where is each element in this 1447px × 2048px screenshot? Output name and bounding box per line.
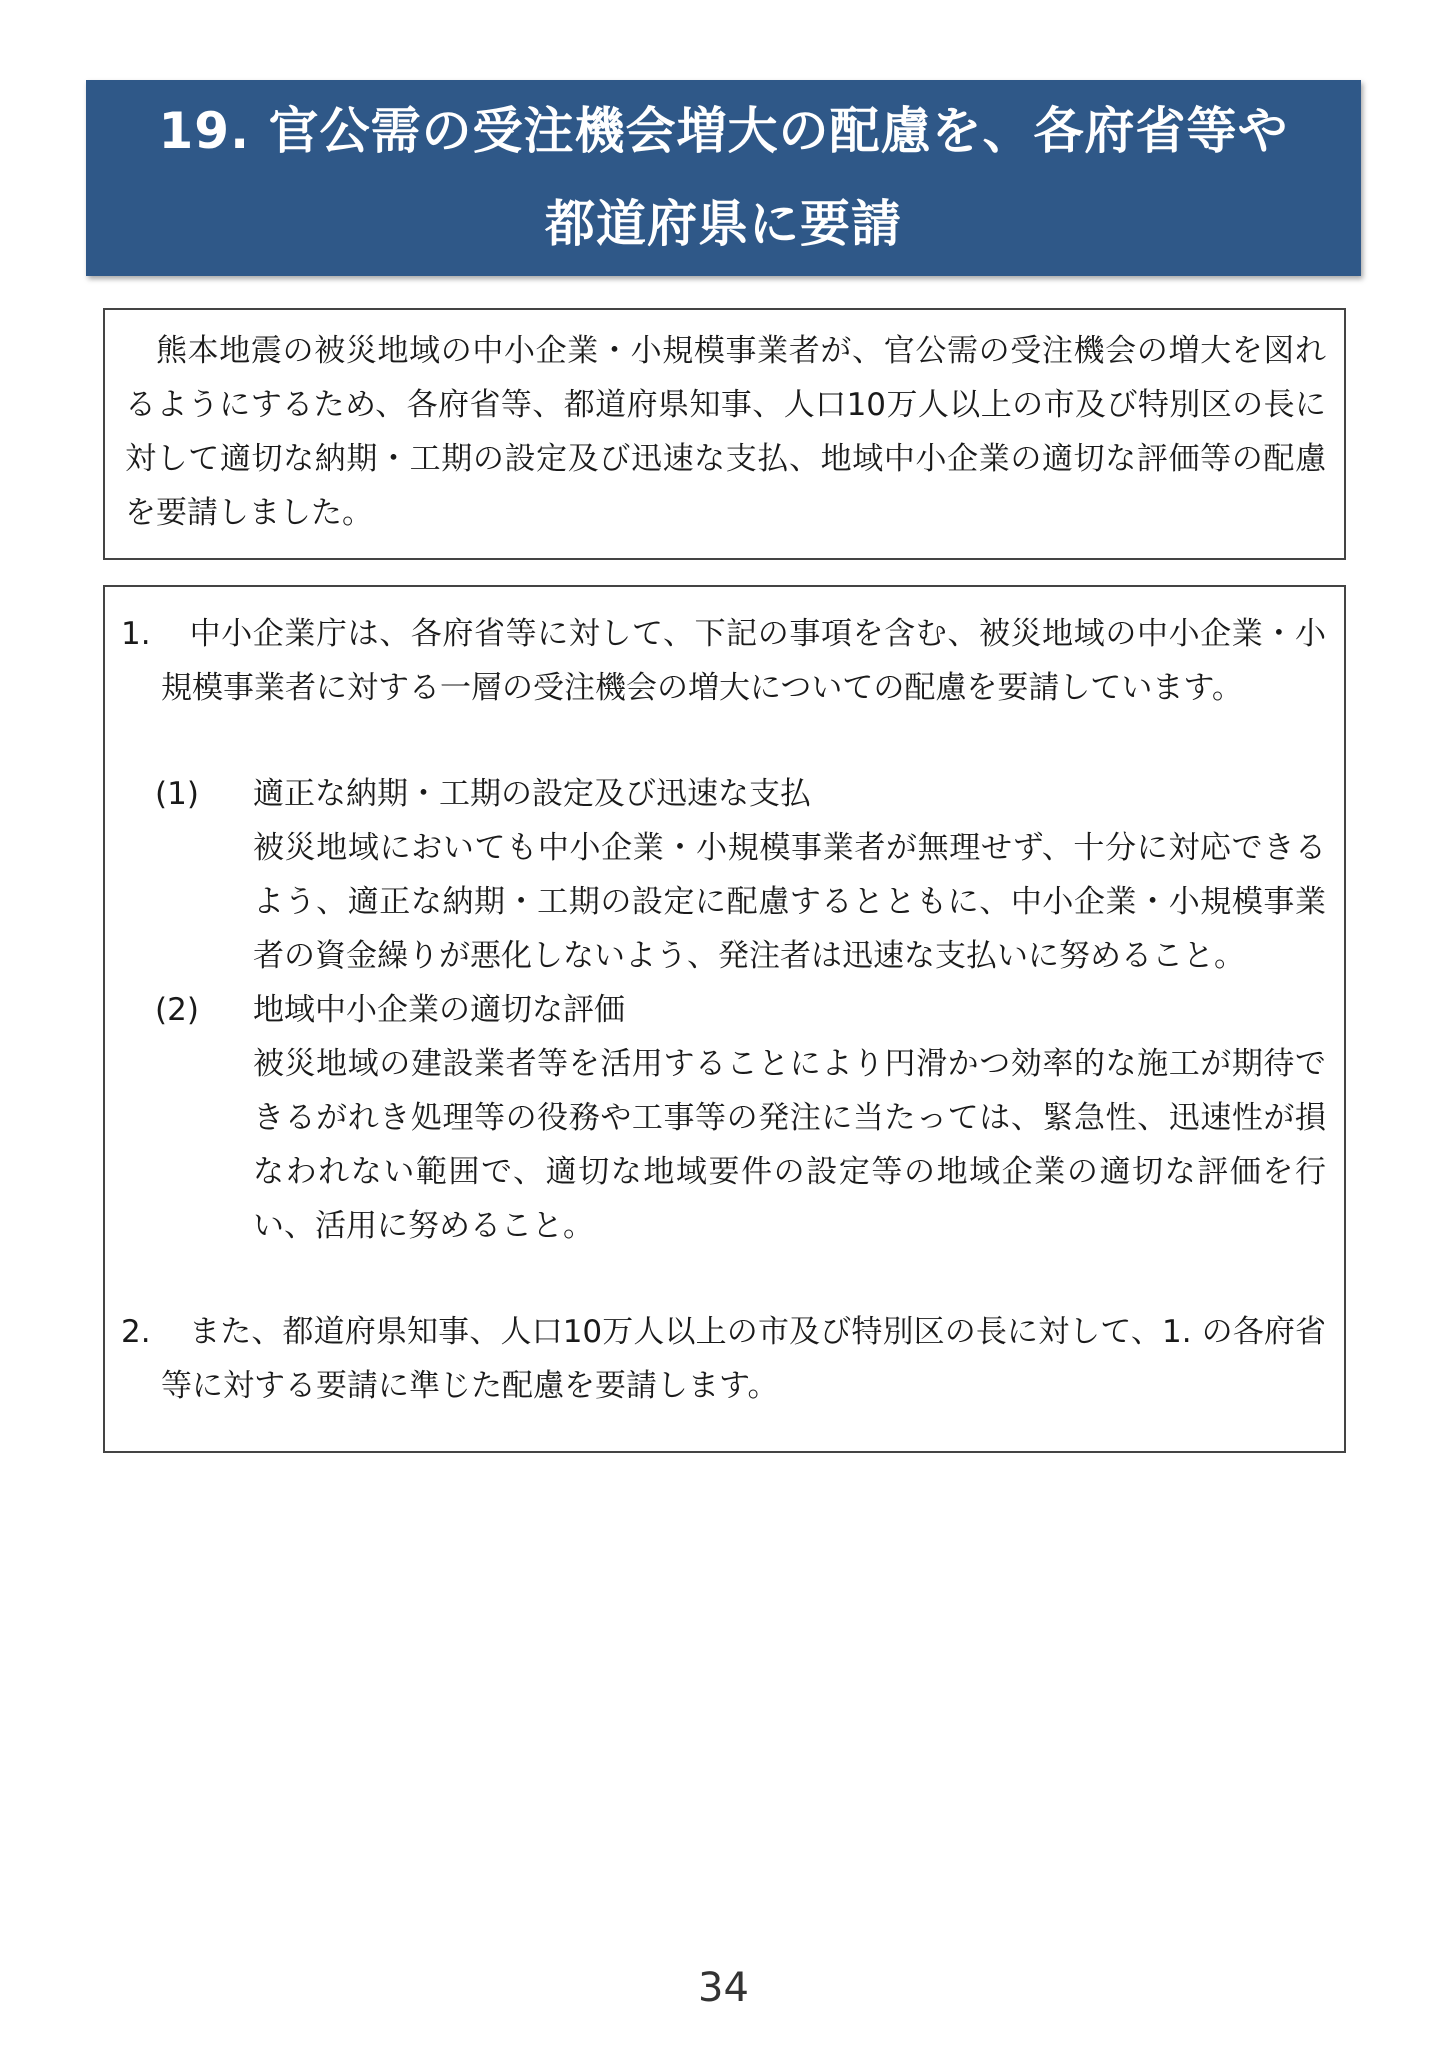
detail-item-2-number: 2. [121, 1314, 151, 1350]
detail-subitem-1-number: (1) [155, 776, 199, 812]
detail-subitem-2-number: (2) [155, 992, 199, 1028]
title-line-2: 都道府県に要請 [545, 195, 902, 253]
detail-item-1-paragraph [121, 607, 1326, 715]
detail-subitem-1 [121, 767, 1326, 983]
title-line-1: 19. 官公需の受注機会増大の配慮を、各府省等や [158, 102, 1289, 160]
detail-item-1 [121, 607, 1326, 1253]
detail-item-1-number: 1. [121, 616, 151, 652]
detail-item-1-text: 中小企業庁は、各府省等に対して、下記の事項を含む、被災地域の中小企業・小規模事業者に対する一層の受注機会の増大についての配慮を要請しています。 [161, 616, 1326, 706]
detail-subitem-2-title: 地域中小企業の適切な評価 [253, 992, 625, 1028]
detail-item-2-text: また、都道府県知事、人口10万人以上の市及び特別区の長に対して、1. の各府省等に対する要請に準じた配慮を要請します。 [161, 1314, 1326, 1404]
detail-subitem-list [121, 767, 1326, 1253]
title-banner [86, 80, 1361, 276]
detail-item-2 [121, 1305, 1326, 1413]
detail-subitem-2-body: 被災地域の建設業者等を活用することにより円滑かつ効率的な施工が期待できるがれき処理等の役務や工事等の発注に当たっては、緊急性、迅速性が損なわれない範囲で、適切な地域要件の設定等の地域企業の適切な評価を行い、活用に努めること。 [253, 1046, 1326, 1244]
detail-item-2-paragraph [121, 1305, 1326, 1413]
detail-subitem-2 [121, 983, 1326, 1253]
summary-box [103, 308, 1346, 560]
detail-subitem-1-title: 適正な納期・工期の設定及び迅速な支払 [253, 776, 811, 812]
section-gap [121, 1253, 1326, 1305]
page-number: 34 [698, 1965, 749, 2011]
detail-box [103, 585, 1346, 1453]
detail-subitem-1-body: 被災地域においても中小企業・小規模事業者が無理せず、十分に対応できるよう、適正な納期・工期の設定に配慮するとともに、中小企業・小規模事業者の資金繰りが悪化しないよう、発注者は迅速な支払いに努めること。 [253, 830, 1326, 974]
summary-text: 熊本地震の被災地域の中小企業・小規模事業者が、官公需の受注機会の増大を図れるようにするため、各府省等、都道府県知事、人口10万人以上の市及び特別区の長に対して適切な納期・工期の設定及び迅速な支払、地域中小企業の適切な評価等の配慮を要請しました。 [125, 333, 1326, 531]
